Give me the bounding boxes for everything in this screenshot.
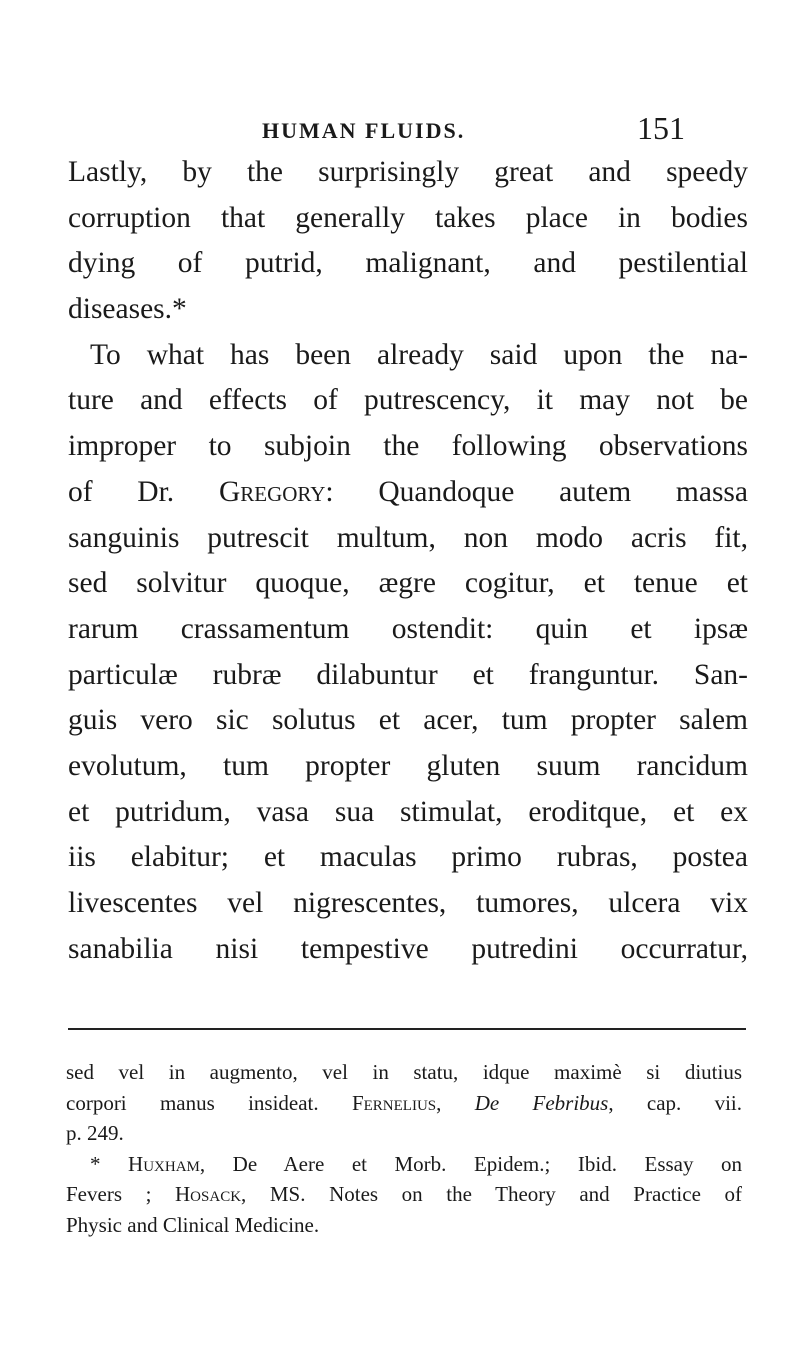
text-line: sanabilia nisi tempestive putredini occurratur, [68, 932, 748, 965]
footnote-line [66, 1088, 742, 1119]
footnote-line: Physic and Clinical Medicine. [66, 1212, 320, 1237]
text-fragment: , [436, 1090, 475, 1115]
text-line: To what has been already said upon the na- [90, 338, 748, 371]
text-line: iis elabitur; et maculas primo rubras, postea [68, 841, 748, 874]
text-fragment: corpori manus insideat. [66, 1090, 352, 1115]
footnote-line [66, 1179, 742, 1210]
text-line: ture and effects of putrescency, it may not be [68, 384, 748, 417]
footnote-line: sed vel in augmento, vel in statu, idque maximè si diutius [66, 1060, 742, 1084]
text-fragment: , De Aere et Morb. Epidem.; Ibid. Essay on [199, 1151, 743, 1176]
author-name-fernelius: Fernelius [351, 1090, 437, 1115]
text-line: et putridum, vasa sua stimulat, eroditque, et ex [68, 795, 748, 828]
footnote-line: p. 249. [66, 1121, 124, 1145]
text-line: rarum crassamentum ostendit: quin et ipsæ [68, 612, 748, 645]
footnote-line [66, 1149, 742, 1180]
text-fragment: of Dr. [68, 475, 219, 508]
text-line: corruption that generally takes place in bodies [68, 201, 748, 234]
footnote-marker: * [90, 1151, 129, 1176]
text-fragment: , MS. Notes on the Theory and Practice of [241, 1182, 742, 1206]
text-line [68, 470, 748, 516]
main-text [68, 150, 748, 972]
author-name-hosack: Hosack [175, 1182, 242, 1206]
running-title: HUMAN FLUIDS. [262, 118, 466, 143]
footnotes [66, 1057, 742, 1240]
text-line: sed solvitur quoque, ægre cogitur, et tenue et [68, 567, 748, 600]
author-name-gregory: Gregory [218, 475, 326, 508]
running-header [0, 88, 800, 148]
text-line: diseases.* [68, 293, 187, 326]
text-line: particulæ rubræ dilabuntur et franguntur. San- [68, 658, 748, 691]
book-title: De Febribus [474, 1090, 609, 1115]
text-line: dying of putrid, malignant, and pestilential [68, 247, 748, 280]
text-fragment: Fevers ; [66, 1182, 176, 1206]
text-line: evolutum, tum propter gluten suum rancidum [68, 749, 748, 782]
author-name-huxham: Huxham [128, 1151, 200, 1176]
text-line: guis vero sic solutus et acer, tum propter salem [68, 704, 748, 737]
page-number: 151 [637, 110, 685, 146]
text-line: livescentes vel nigrescentes, tumores, ulcera vix [68, 887, 748, 919]
footnote-divider [68, 1028, 746, 1030]
text-line: sanguinis putrescit multum, non modo acris fit, [68, 521, 748, 554]
text-line: Lastly, by the surprisingly great and speedy [68, 156, 748, 188]
text-fragment: , cap. vii. [608, 1090, 742, 1115]
text-line: improper to subjoin the following observations [68, 430, 748, 463]
text-fragment: : Quandoque autem massa [325, 475, 748, 508]
